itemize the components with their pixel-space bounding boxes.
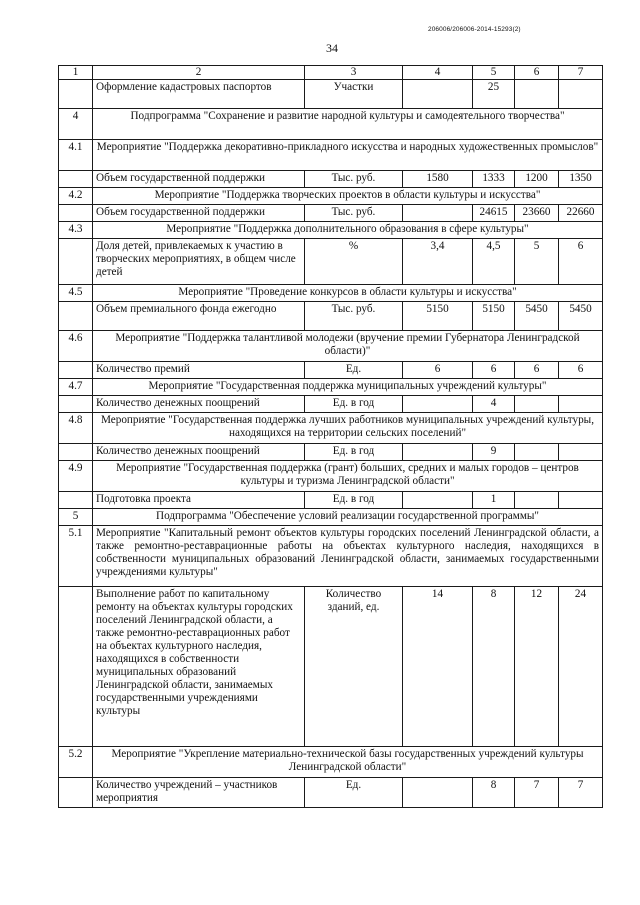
section-row xyxy=(59,140,603,171)
section-title-cell: Мероприятие "Государственная поддержка муниципальных учреждений культуры" xyxy=(93,379,603,396)
indicator-row xyxy=(59,205,603,222)
row-number-cell xyxy=(59,362,93,379)
value-cell xyxy=(559,80,603,109)
unit-cell: Участки xyxy=(305,80,403,109)
value-cell xyxy=(559,444,603,461)
value-cell: 25 xyxy=(473,80,515,109)
table-body xyxy=(59,66,603,808)
indicator-name-cell: Количество денежных поощрений xyxy=(93,396,305,413)
column-number: 1 xyxy=(59,66,93,80)
document-id: 206006/206006-2014-15293(2) xyxy=(428,26,521,33)
row-number-cell: 4.6 xyxy=(59,331,93,362)
value-cell: 5450 xyxy=(559,302,603,331)
indicator-row xyxy=(59,80,603,109)
row-number-cell: 4.7 xyxy=(59,379,93,396)
row-number-cell: 4.2 xyxy=(59,188,93,205)
value-cell: 14 xyxy=(403,587,473,747)
section-row xyxy=(59,379,603,396)
section-title-cell: Мероприятие "Проведение конкурсов в области культуры и искусства" xyxy=(93,285,603,302)
value-cell: 23660 xyxy=(515,205,559,222)
indicator-name-cell: Количество денежных поощрений xyxy=(93,444,305,461)
value-cell: 24 xyxy=(559,587,603,747)
row-number-cell xyxy=(59,587,93,747)
row-number-cell: 4.3 xyxy=(59,222,93,239)
unit-cell: Ед. в год xyxy=(305,492,403,509)
section-row xyxy=(59,222,603,239)
value-cell: 1 xyxy=(473,492,515,509)
row-number-cell: 4.5 xyxy=(59,285,93,302)
row-number-cell xyxy=(59,492,93,509)
row-number-cell: 5 xyxy=(59,509,93,526)
column-number: 6 xyxy=(515,66,559,80)
indicator-row xyxy=(59,239,603,285)
section-title-cell: Подпрограмма "Сохранение и развитие народной культуры и самодеятельного творчества" xyxy=(93,109,603,140)
row-number-cell: 5.2 xyxy=(59,747,93,778)
indicator-name-cell: Оформление кадастровых паспортов xyxy=(93,80,305,109)
unit-cell: Тыс. руб. xyxy=(305,302,403,331)
unit-cell: Количество зданий, ед. xyxy=(305,587,403,747)
unit-cell: Ед. в год xyxy=(305,444,403,461)
unit-cell: Ед. в год xyxy=(305,396,403,413)
section-title-cell: Подпрограмма "Обеспечение условий реализации государственной программы" xyxy=(93,509,603,526)
value-cell: 24615 xyxy=(473,205,515,222)
column-number: 2 xyxy=(93,66,305,80)
value-cell xyxy=(403,492,473,509)
section-title-cell: Мероприятие "Поддержка творческих проектов в области культуры и искусства" xyxy=(93,188,603,205)
row-number-cell: 4 xyxy=(59,109,93,140)
value-cell: 4,5 xyxy=(473,239,515,285)
indicator-row xyxy=(59,587,603,747)
page-number: 34 xyxy=(326,41,338,55)
value-cell: 7 xyxy=(515,778,559,808)
value-cell: 1580 xyxy=(403,171,473,188)
value-cell: 5 xyxy=(515,239,559,285)
unit-cell: Тыс. руб. xyxy=(305,171,403,188)
value-cell: 6 xyxy=(473,362,515,379)
section-title-cell: Мероприятие "Укрепление материально-технической базы государственных учреждений культуры Ленинградской области" xyxy=(93,747,603,778)
value-cell: 9 xyxy=(473,444,515,461)
section-title-cell: Мероприятие "Поддержка талантливой молодежи (вручение премии Губернатора Ленинградской области)" xyxy=(93,331,603,362)
value-cell: 1350 xyxy=(559,171,603,188)
value-cell xyxy=(403,444,473,461)
value-cell xyxy=(559,492,603,509)
unit-cell: Тыс. руб. xyxy=(305,205,403,222)
value-cell: 12 xyxy=(515,587,559,747)
value-cell: 1333 xyxy=(473,171,515,188)
value-cell: 22660 xyxy=(559,205,603,222)
row-number-cell xyxy=(59,396,93,413)
unit-cell: Ед. xyxy=(305,778,403,808)
row-number-cell xyxy=(59,239,93,285)
row-number-cell: 4.1 xyxy=(59,140,93,171)
section-title-cell: Мероприятие "Государственная поддержка (грант) больших, средних и малых городов – центров культуры и туризма Ленинградской области" xyxy=(93,461,603,492)
row-number-cell xyxy=(59,205,93,222)
section-row xyxy=(59,526,603,587)
indicator-row xyxy=(59,362,603,379)
value-cell: 5150 xyxy=(403,302,473,331)
column-number: 3 xyxy=(305,66,403,80)
value-cell: 1200 xyxy=(515,171,559,188)
value-cell xyxy=(515,444,559,461)
section-row xyxy=(59,509,603,526)
value-cell xyxy=(515,492,559,509)
value-cell: 6 xyxy=(559,362,603,379)
indicator-row xyxy=(59,778,603,808)
row-number-cell xyxy=(59,302,93,331)
row-number-cell xyxy=(59,171,93,188)
indicator-name-cell: Объем премиального фонда ежегодно xyxy=(93,302,305,331)
value-cell: 5450 xyxy=(515,302,559,331)
indicator-row xyxy=(59,492,603,509)
indicator-name-cell: Объем государственной поддержки xyxy=(93,205,305,222)
value-cell xyxy=(559,396,603,413)
value-cell xyxy=(403,205,473,222)
indicator-row xyxy=(59,302,603,331)
value-cell: 7 xyxy=(559,778,603,808)
indicator-name-cell: Объем государственной поддержки xyxy=(93,171,305,188)
column-number: 4 xyxy=(403,66,473,80)
value-cell xyxy=(403,80,473,109)
value-cell: 8 xyxy=(473,778,515,808)
indicator-name-cell: Количество премий xyxy=(93,362,305,379)
value-cell: 4 xyxy=(473,396,515,413)
section-row xyxy=(59,747,603,778)
indicator-row xyxy=(59,444,603,461)
column-number: 5 xyxy=(473,66,515,80)
row-number-cell: 4.9 xyxy=(59,461,93,492)
value-cell: 5150 xyxy=(473,302,515,331)
indicator-name-cell: Количество учреждений – участников мероприятия xyxy=(93,778,305,808)
value-cell: 6 xyxy=(515,362,559,379)
value-cell xyxy=(403,396,473,413)
section-row xyxy=(59,285,603,302)
unit-cell: % xyxy=(305,239,403,285)
value-cell xyxy=(515,396,559,413)
value-cell: 8 xyxy=(473,587,515,747)
section-title-cell: Мероприятие "Государственная поддержка лучших работников муниципальных учреждений культуры, находящихся на территории сельских поселений" xyxy=(93,413,603,444)
value-cell xyxy=(515,80,559,109)
section-title-cell: Мероприятие "Поддержка декоративно-прикладного искусства и народных художественных промыслов" xyxy=(93,140,603,171)
row-number-cell xyxy=(59,444,93,461)
row-number-cell xyxy=(59,80,93,109)
value-cell: 6 xyxy=(403,362,473,379)
section-row xyxy=(59,109,603,140)
program-indicators-table xyxy=(58,65,603,808)
row-number-cell: 4.8 xyxy=(59,413,93,444)
column-numbers-row xyxy=(59,66,603,80)
section-row xyxy=(59,461,603,492)
value-cell xyxy=(403,778,473,808)
indicator-name-cell: Доля детей, привлекаемых к участию в творческих мероприятиях, в общем числе детей xyxy=(93,239,305,285)
value-cell: 6 xyxy=(559,239,603,285)
section-row xyxy=(59,413,603,444)
row-number-cell xyxy=(59,778,93,808)
section-row xyxy=(59,188,603,205)
section-title-cell: Мероприятие "Капитальный ремонт объектов культуры городских поселений Ленинградской области, а также ремонтно-реставрационные работы на объектах культурного наследия, находящихся в собственности муниципальных образований Ленинградской области, занимаемых государственными учреждениями культуры" xyxy=(93,526,603,587)
section-title-cell: Мероприятие "Поддержка дополнительного образования в сфере культуры" xyxy=(93,222,603,239)
indicator-name-cell: Выполнение работ по капитальному ремонту на объектах культуры городских поселений Ленинградской области, а также ремонтно-реставрационных работ на объектах культурного наследия, находящихся в собственности муниципальных образований Ленинградской области, занимаемых государственными учреждениями культуры xyxy=(93,587,305,747)
indicator-row xyxy=(59,396,603,413)
indicator-name-cell: Подготовка проекта xyxy=(93,492,305,509)
unit-cell: Ед. xyxy=(305,362,403,379)
section-row xyxy=(59,331,603,362)
indicator-row xyxy=(59,171,603,188)
value-cell: 3,4 xyxy=(403,239,473,285)
row-number-cell: 5.1 xyxy=(59,526,93,587)
column-number: 7 xyxy=(559,66,603,80)
